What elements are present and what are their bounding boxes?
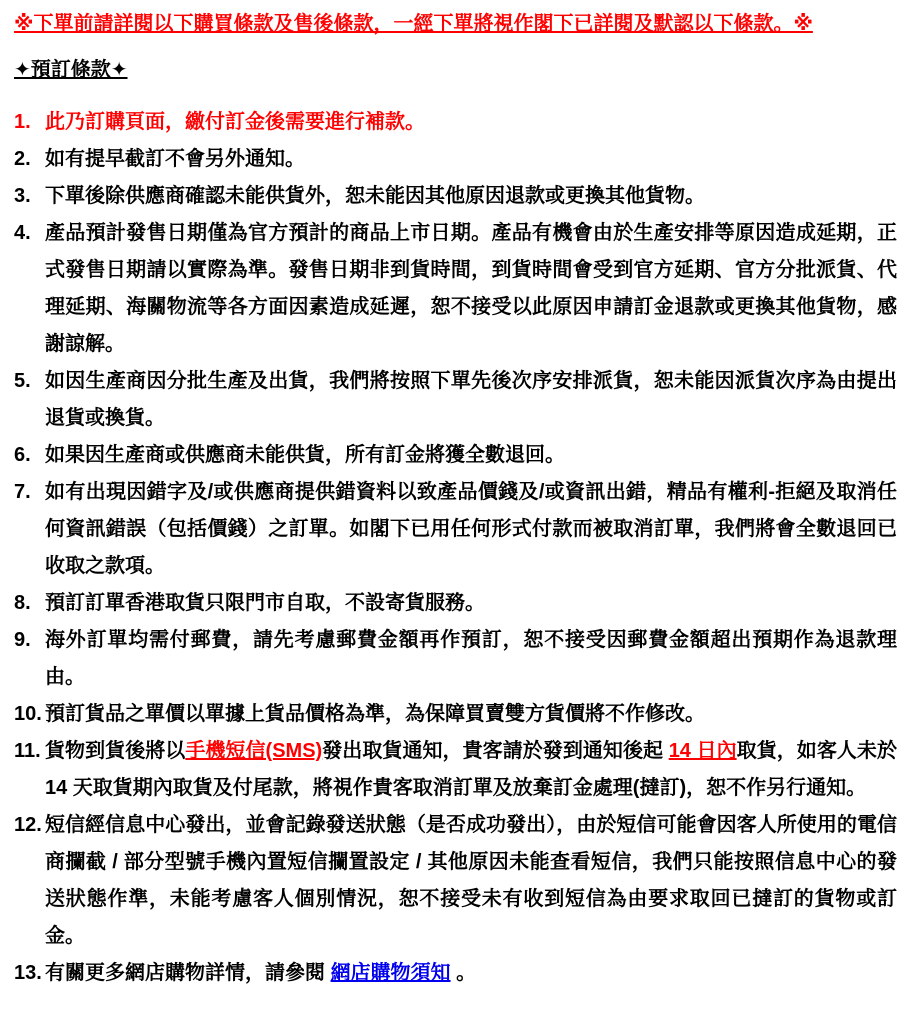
term-item-number: 3.: [14, 185, 31, 207]
term-text-segment: 發出取貨通知，貴客請於發到通知後起: [322, 740, 669, 762]
term-text-segment: 短信經信息中心發出，並會記錄發送狀態（是否成功發出），由於短信可能會因客人所使用的電信商攔截 / 部分型號手機內置短信攔置設定 / 其他原因未能查看短信，我們只能按照信息中心的發送狀態作準，未能考慮客人個別情況，恕不接受未有收到短信為由要求取回已撻訂的貨物或訂金。: [45, 814, 897, 947]
term-item-4: [14, 215, 897, 363]
term-item-number: 10.: [14, 703, 42, 725]
term-item-text: [45, 215, 897, 363]
term-item-text: [45, 474, 897, 585]
term-item-text: [45, 585, 897, 622]
term-item-3: [14, 178, 897, 215]
term-text-segment: 海外訂單均需付郵費，請先考慮郵費金額再作預訂，恕不接受因郵費金額超出預期作為退款理由。: [45, 629, 897, 688]
term-item-5: [14, 363, 897, 437]
highlighted-text: 手機短信(SMS): [185, 740, 323, 762]
term-item-number: 11.: [14, 740, 41, 762]
term-item-text: [45, 807, 897, 955]
term-item-text: [45, 696, 897, 733]
term-text-segment: 有關更多網店購物詳情，請參閱: [45, 962, 331, 984]
term-item-text: [45, 178, 897, 215]
term-item-number: 1.: [14, 111, 31, 133]
term-item-7: [14, 474, 897, 585]
term-text-segment: 如因生產商因分批生產及出貨，我們將按照下單先後次序安排派貨，恕未能因派貨次序為由提出退貨或換貨。: [45, 370, 897, 429]
term-item-2: [14, 141, 897, 178]
term-item-text: [45, 363, 897, 437]
term-item-8: [14, 585, 897, 622]
term-item-text: [45, 733, 897, 807]
term-item-number: 5.: [14, 370, 31, 392]
terms-list: [14, 104, 897, 992]
term-item-6: [14, 437, 897, 474]
term-item-number: 12.: [14, 814, 42, 836]
term-item-10: [14, 696, 897, 733]
term-text-segment: 預訂貨品之單價以單據上貨品價格為準，為保障買賣雙方貨價將不作修改。: [45, 703, 705, 725]
term-item-text: [45, 622, 897, 696]
term-item-11: [14, 733, 897, 807]
term-item-text: [45, 104, 897, 141]
term-item-number: 6.: [14, 444, 31, 466]
term-item-number: 8.: [14, 592, 31, 614]
term-item-text: [45, 955, 897, 992]
shop-guide-link[interactable]: 網店購物須知: [330, 962, 451, 984]
term-text-segment: 貨物到貨後將以: [45, 740, 186, 762]
highlighted-text: 14 日內: [668, 740, 737, 762]
term-text-segment: 預訂訂單香港取貨只限門市自取，不設寄貨服務。: [45, 592, 485, 614]
term-item-text: [45, 437, 897, 474]
term-item-number: 4.: [14, 222, 31, 244]
term-text-segment: 如有提早截訂不會另外通知。: [45, 148, 305, 170]
term-item-number: 2.: [14, 148, 31, 170]
term-item-1: [14, 104, 897, 141]
term-text-segment: 如果因生產商或供應商未能供貨，所有訂金將獲全數退回。: [45, 444, 565, 466]
term-item-12: [14, 807, 897, 955]
term-item-number: 7.: [14, 481, 31, 503]
term-item-9: [14, 622, 897, 696]
term-text-segment: 如有出現因錯字及/或供應商提供錯資料以致產品價錢及/或資訊出錯，精品有權利-拒絕及取消任何資訊錯誤（包括價錢）之訂單。如閣下已用任何形式付款而被取消訂單，我們將會全數退回已收取之款項。: [45, 481, 897, 577]
term-item-number: 13.: [14, 962, 42, 984]
term-item-text: [45, 141, 897, 178]
term-text-segment: 取貨，如客人未於 14 天取貨期內取貨及付尾款，將視作貴客取消訂單及放棄訂金處理(撻訂)，恕不作另行通知。: [45, 740, 897, 799]
term-item-number: 9.: [14, 629, 31, 651]
term-text-segment: 。: [450, 962, 477, 984]
page-title: ※下單前請詳閱以下購買條款及售後條款，一經下單將視作閣下已詳閱及默認以下條款。※: [14, 13, 813, 35]
term-item-13: [14, 955, 897, 992]
term-text-segment: 下單後除供應商確認未能供貨外，恕未能因其他原因退款或更換其他貨物。: [45, 185, 705, 207]
term-text-segment: 此乃訂購頁面，繳付訂金後需要進行補款。: [45, 111, 425, 133]
section-heading-preorder-terms: ✦預訂條款✦: [14, 59, 128, 81]
term-text-segment: 產品預計發售日期僅為官方預計的商品上市日期。產品有機會由於生產安排等原因造成延期，正式發售日期請以實際為準。發售日期非到貨時間，到貨時間會受到官方延期、官方分批派貨、代理延期、海關物流等各方面因素造成延遲，恕不接受以此原因申請訂金退款或更換其他貨物，感謝諒解。: [45, 222, 897, 355]
